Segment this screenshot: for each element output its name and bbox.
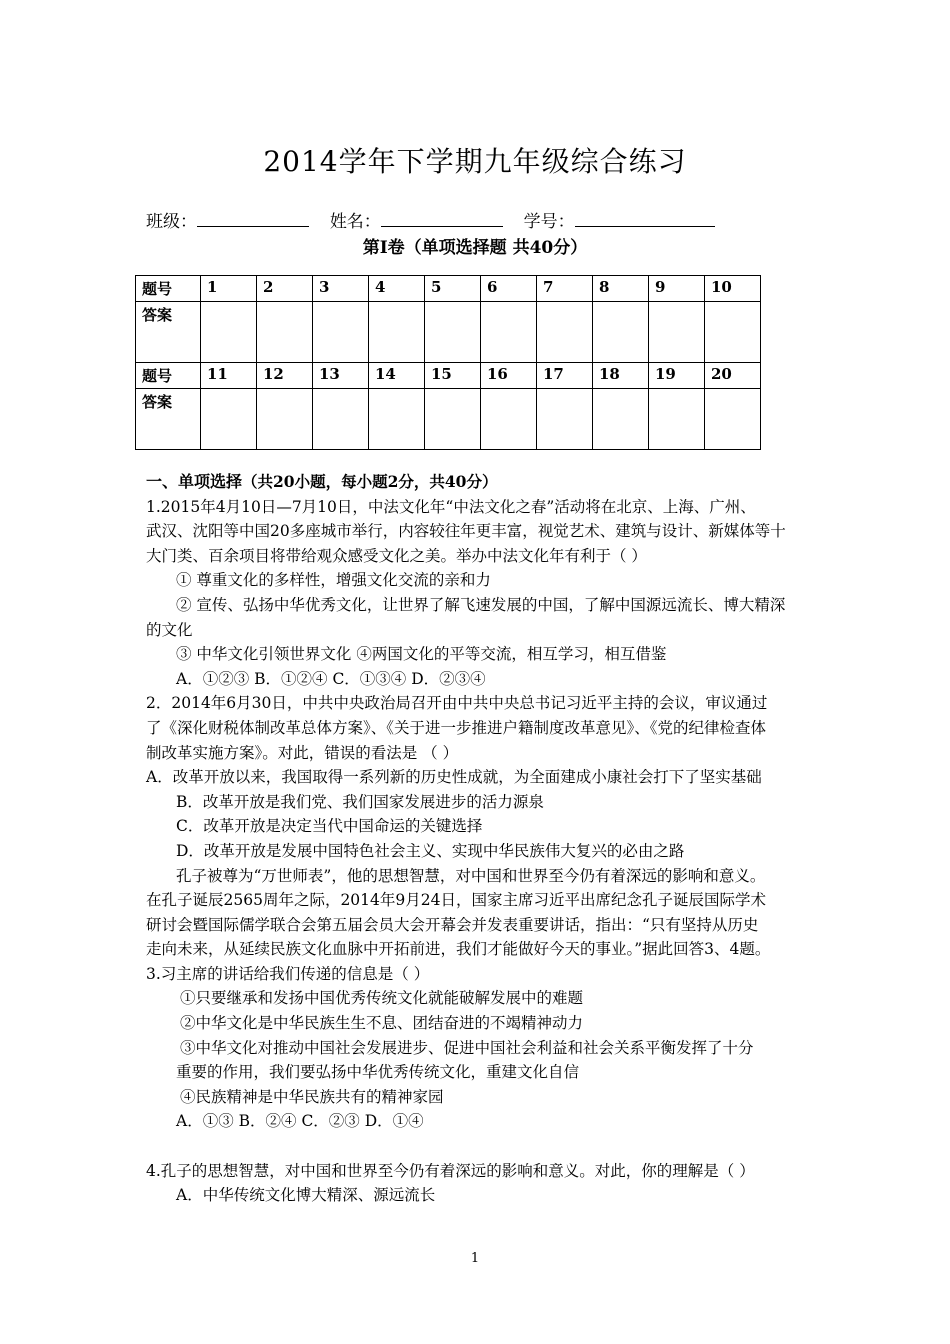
table-row [136,389,761,450]
id-label: 学号： [523,212,575,232]
answer-cell[interactable] [481,302,537,363]
answer-cell[interactable] [593,302,649,363]
answer-cell[interactable] [425,302,481,363]
row-label: 答案 [136,302,201,363]
page-number: 1 [470,1251,480,1266]
table-row [136,363,761,389]
answer-cell[interactable] [369,302,425,363]
name-blank [381,208,503,227]
q1-item: ③ 中华文化引领世界文化 ④两国文化的平等交流，相互学习，相互借鉴 [176,645,667,664]
question-number: 1 [201,276,257,302]
answer-cell[interactable] [537,389,593,450]
question-number: 7 [537,276,593,302]
part1-title: 第Ⅰ卷（单项选择题 共40分） [362,238,588,258]
question-number: 17 [537,363,593,389]
question-number: 10 [705,276,761,302]
answer-cell[interactable] [649,389,705,450]
class-blank [197,208,309,227]
q3-options: A．①③ B．②④ C．②③ D．①④ [176,1112,424,1131]
question-number: 15 [425,363,481,389]
answer-cell[interactable] [313,389,369,450]
table-row [136,302,761,363]
question-number: 2 [257,276,313,302]
q1-stem-line: 1.2015年4月10日—7月10日，中法文化年“中法文化之春”活动将在北京、上海、广州、 [146,497,756,516]
question-number: 19 [649,363,705,389]
q1-item-continued: 的文化 [146,620,193,639]
question-number: 16 [481,363,537,389]
answer-cell[interactable] [201,389,257,450]
q1-item: ① 尊重文化的多样性，增强文化交流的亲和力 [176,571,491,590]
q1-stem-line: 武汉、沈阳等中国20多座城市举行，内容较往年更丰富，视觉艺术、建筑与设计、新媒体等十 [146,522,786,541]
answer-cell[interactable] [481,389,537,450]
question-number: 6 [481,276,537,302]
question-number: 3 [313,276,369,302]
answer-cell[interactable] [201,302,257,363]
answer-cell[interactable] [257,302,313,363]
row-label: 题号 [136,276,201,302]
q3-item: ③中华文化对推动中国社会发展进步、促进中国社会利益和社会关系平衡发挥了十分 [180,1038,754,1057]
answer-cell[interactable] [705,302,761,363]
q2-stem-line: 了《深化财税体制改革总体方案》、《关于进一步推进户籍制度改革意见》、《党的纪律检查体 [146,718,767,737]
question-number: 14 [369,363,425,389]
passage-line: 走向未来，从延续民族文化血脉中开拓前进，我们才能做好今天的事业。”据此回答3、4题。 [146,940,771,959]
q4-stem: 4.孔子的思想智慧，对中国和世界至今仍有着深远的影响和意义。对此，你的理解是（ ） [146,1161,755,1180]
q2-option-c: C．改革开放是决定当代中国命运的关键选择 [176,817,483,836]
q1-options: A．①②③ B．①②④ C．①③④ D．②③④ [176,669,486,688]
q3-item-continued: 重要的作用，我们要弘扬中华优秀传统文化，重建文化自信 [176,1063,580,1082]
question-number: 11 [201,363,257,389]
row-label: 题号 [136,363,201,389]
q1-stem-line: 大门类、百余项目将带给观众感受文化之美。举办中法文化年有利于（ ） [146,546,647,565]
answer-cell[interactable] [257,389,313,450]
question-number: 13 [313,363,369,389]
passage-line: 研讨会暨国际儒学联合会第五届会员大会开幕会并发表重要讲话，指出：“只有坚持从历史 [146,915,759,934]
q3-item: ①只要继承和发扬中国优秀传统文化就能破解发展中的难题 [180,989,584,1008]
answer-cell[interactable] [425,389,481,450]
section-heading-text: 一、单项选择 [146,472,243,491]
answer-cell[interactable] [649,302,705,363]
q3-item: ④民族精神是中华民族共有的精神家园 [180,1087,444,1106]
page-title: 2014学年下学期九年级综合练习 [263,145,687,178]
question-number: 5 [425,276,481,302]
q2-stem-line: 制改革实施方案》。对此，错误的看法是 （ ） [146,743,459,762]
row-label: 答案 [136,389,201,450]
question-number: 9 [649,276,705,302]
question-number: 4 [369,276,425,302]
q2-option-b: B．改革开放是我们党、我们国家发展进步的活力源泉 [176,792,544,811]
question-content [146,470,826,1208]
answer-cell[interactable] [593,389,649,450]
passage-line: 孔子被尊为“万世师表”，他的思想智慧，对中国和世界至今仍有着深远的影响和意义。 [176,866,766,885]
passage-line: 在孔子诞辰2565周年之际，2014年9月24日，国家主席习近平出席纪念孔子诞辰国际学术 [146,891,766,910]
q1-item: ② 宣传、弘扬中华优秀文化，让世界了解飞速发展的中国，了解中国源远流长、博大精深 [176,595,786,614]
student-info-line [146,207,715,232]
answer-cell[interactable] [537,302,593,363]
section-heading-note: （共20小题，每小题2分，共40分） [242,472,498,491]
answer-cell[interactable] [705,389,761,450]
q3-stem: 3.习主席的讲话给我们传递的信息是（ ） [146,964,430,983]
q4-option-a: A．中华传统文化博大精深、源远流长 [176,1186,436,1205]
answer-cell[interactable] [369,389,425,450]
section-heading [146,470,826,495]
id-blank [575,208,715,227]
q2-stem-line: 2．2014年6月30日，中共中央政治局召开由中共中央总书记习近平主持的会议，审议通过 [146,694,768,713]
answer-table [135,275,761,450]
q2-option-a: A．改革开放以来，我国取得一系列新的历史性成就，为全面建成小康社会打下了坚实基础 [146,768,762,787]
class-label: 班级： [146,212,197,232]
table-row [136,276,761,302]
question-number: 20 [705,363,761,389]
question-number: 18 [593,363,649,389]
answer-cell[interactable] [313,302,369,363]
question-number: 12 [257,363,313,389]
question-number: 8 [593,276,649,302]
q2-option-d: D．改革开放是发展中国特色社会主义、实现中华民族伟大复兴的必由之路 [176,841,685,860]
q3-item: ②中华文化是中华民族生生不息、团结奋进的不竭精神动力 [180,1014,584,1033]
name-label: 姓名： [329,212,381,232]
